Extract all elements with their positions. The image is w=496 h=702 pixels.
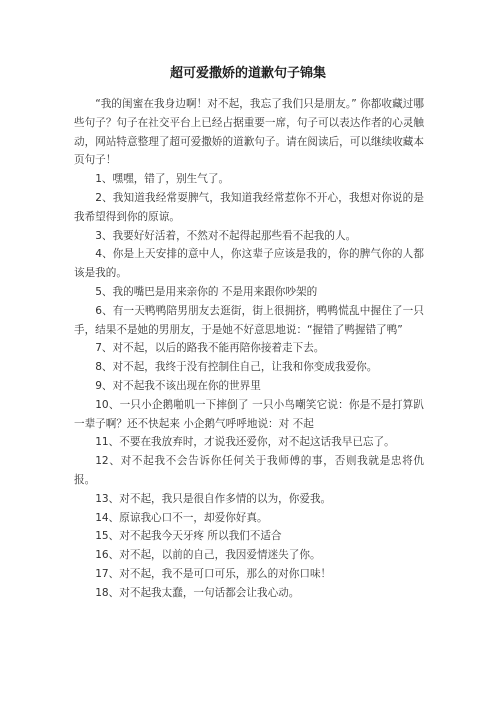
list-item: 8、对不起，我终于没有控制住自己，让我和你变成我爱你。: [95, 361, 378, 374]
list-item: 3、我要好好活着，不然对不起得起那些看不起我的人。: [95, 229, 357, 242]
list-item: 15、对不起我今天牙疼 所以我们不适合: [95, 530, 282, 543]
list-item: 12、对不起我不会告诉你任何关于我师傅的事，否则我就是忠将仇报。: [74, 455, 424, 486]
list-item: 4、你是上天安排的意中人，你这辈子应该是我的，你的脾气你的人都该是我的。: [74, 248, 424, 280]
list-item: 9、对不起我不该出现在你的世界里: [95, 379, 261, 392]
list-item: 16、对不起，以前的自己，我因爱情迷失了你。: [95, 549, 321, 562]
list-item: 5、我的嘴巴是用来亲你的 不是用来跟你吵架的: [95, 285, 318, 298]
list-item: 18、对不起我太蠢，一句话都会让我心动。: [95, 586, 300, 599]
list-item: 10、一只小企鹅啪叽一下摔倒了 一只小鸟嘲笑它说：你是不是打算趴一辈子啊？还不快起来 小企鹅气呼呼地说：对 不起: [74, 398, 424, 430]
list-item: 7、对不起，以后的路我不能再陪你接着走下去。: [95, 342, 325, 355]
list-item: 14、原谅我心口不一，却爱你好真。: [95, 511, 268, 524]
list-item: 13、对不起，我只是很自作多情的以为，你爱我。: [95, 492, 332, 505]
intro-paragraph: “我的闺蜜在我身边啊！对不起，我忘了我们只是朋友。” 你都收藏过哪些句子？句子在社交平台上已经占据重要一席，句子可以表达作者的心灵触动，网站特意整理了超可爱撒娇的道歉句子。请在阅读后，可以继续收藏本页句子！: [74, 98, 424, 167]
list-item: 11、不要在我放弃时，才说我还爱你，对不起这话我早已忘了。: [95, 436, 395, 449]
document-title: 超可爱撒娇的道歉句子锦集: [169, 66, 326, 81]
document-body: [74, 95, 424, 603]
list-item: 17、对不起，我不是可口可乐，那么的对你口味！: [95, 567, 332, 580]
list-item: 1、嘿嘿，错了，别生气了。: [95, 173, 230, 186]
list-item: 2、我知道我经常耍脾气，我知道我经常惹你不开心，我想对你说的是我希望得到你的原谅。: [74, 191, 424, 223]
list-item: 6、有一天鸭鸭陪男朋友去逛街，街上很拥挤，鸭鸭慌乱中握住了一只手，结果不是她的男朋友，于是她不好意思地说：“握错了鸭握错了鸭”: [74, 304, 424, 336]
